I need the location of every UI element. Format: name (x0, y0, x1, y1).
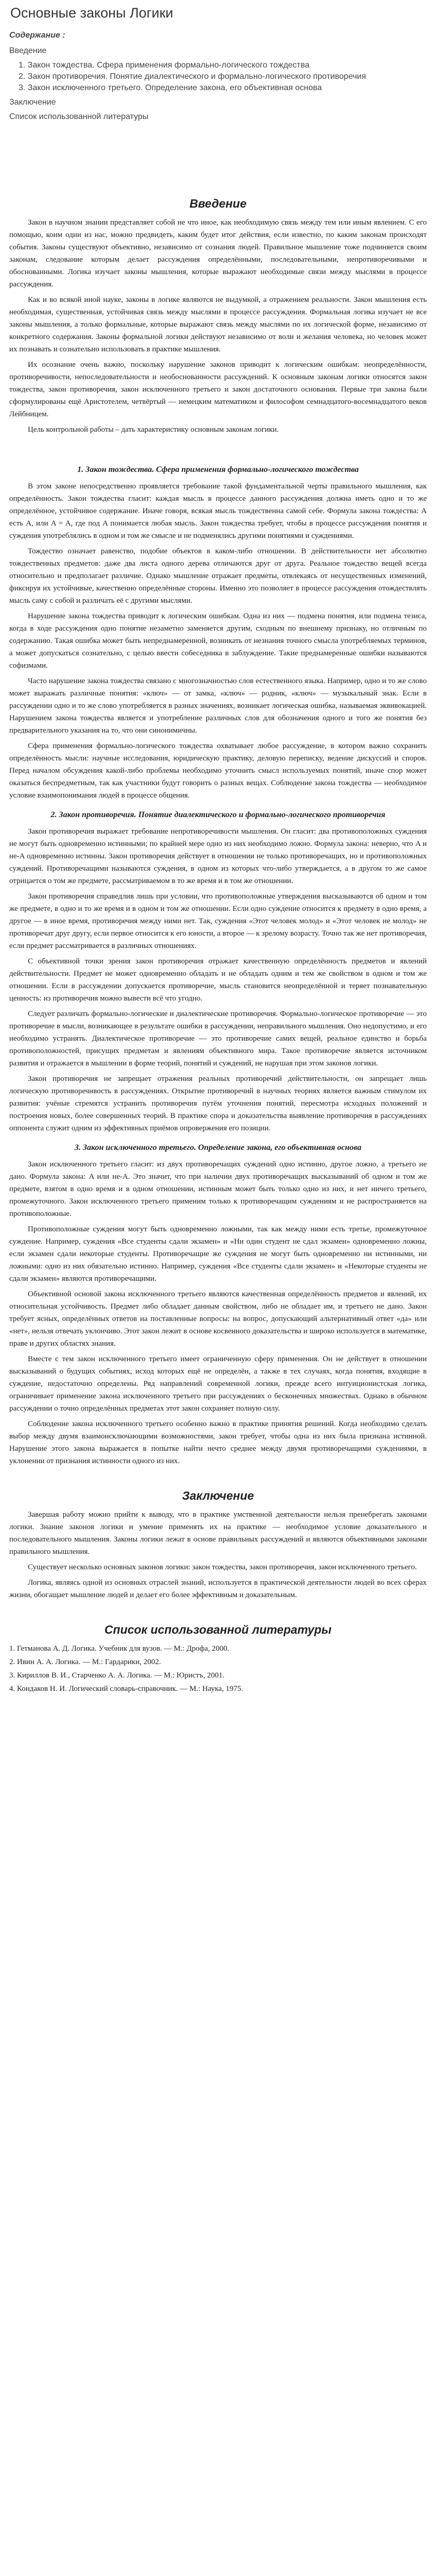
paragraph: Как и во всякой иной науке, законы в логике являются не выдумкой, а отражением реальности. Закон мышления есть необходимая, существенная, устойчивая связь между мыслями в процессе рассуждения. Формальная логика изучает не все законы мышления, а только формальные, которые выражают связь между мыслями по их логической форме, независимо от конкретного содержания. Законы формальной логики действуют независимо от воли и желания человека, но человек может их познавать и сознательно использовать в практике мышления. (9, 296, 427, 353)
paragraph: Объективной основой закона исключенного третьего являются качественная определённость предметов и явлений, их относительная устойчивость. Предмет либо обладает данным свойством, либо не обладает им, и третьего не дано. Закон требует ясных, определённых ответов на поставленные вопросы: на вопрос, допускающий альтернативный ответ «да» или «нет», нельзя отвечать уклончиво. Этот закон лежит в основе косвенного доказательства и широко используется в математике, праве и других областях знания. (9, 1290, 427, 1348)
paragraph: Закон противоречия справедлив лишь при условии, что противоположные утверждения высказываются об одном и том же предмете, в одно и то же время и в одном и том же отношении. Если одно суждение относится к предмету в одно время, а другое — в иное время, противоречия между ними нет. Так, суждения «Этот человек молод» и «Этот человек не молод» не противоречат друг другу, если первое относится к его юности, а второе — к зрелому возрасту. Точно так же нет противоречия, если предмет рассматривается в различных отношениях. (9, 892, 427, 950)
intro-heading: Введение (189, 197, 247, 210)
paragraph: Закон исключенного третьего гласит: из двух противоречащих суждений одно истинно, другое ложно, а третьего не дано. Формула закона: A или не-A. Это значит, что при наличии двух противоречащих высказываний об одном и том же предмете, взятом в одно время и в одном отношении, истинным может быть только одно из них, и нет ничего третьего, промежуточного. Закон исключенного третьего применим только к противоречащим суждениям и не распространяется на противоположные. (9, 1160, 427, 1218)
section-identity (9, 464, 427, 802)
toc-list (9, 60, 426, 94)
paragraph: Цель контрольной работы – дать характеристику основным законам логики. (28, 426, 279, 434)
paragraph: Тождество означает равенство, подобие объектов в каком-либо отношении. В действительности нет абсолютно тождественных предметов: даже два листа одного дерева отличаются друг от друга. Реальное тождество вещей всегда относительно и предполагает различие. Однако мышление отражает предметы, отвлекаясь от несущественных изменений, фиксируя их устойчивые, качественно определённые стороны. Именно это позволяет в процессе рассуждения отождествлять мысль саму с собой и различать её с другими мыслями. (9, 547, 427, 605)
references-list (9, 1642, 427, 1695)
section-excluded-middle (9, 1142, 427, 1467)
paragraph: Часто нарушение закона тождества связано с многозначностью слов естественного языка. Например, одно и то же слово может выражать различные понятия: «ключ» — от замка, «ключ» — родник, «ключ» — музыкальный знак. Если в рассуждении одно и то же слово употребляется в разных значениях, возникает логическая ошибка, называемая эквивокацией. Нарушением закона тождества является и употребление различных слов для обозначения одного и того же понятия без предварительного указания на то, что они синонимичны. (9, 677, 427, 735)
paragraph: С объективной точки зрения закон противоречия отражает качественную определённость предметов и явлений действительности. Предмет не может одновременно обладать и не обладать одним и тем же свойством в одном и том же отношении. Если в рассуждении допускается противоречие, мысль становится неопределённой и теряет познавательную ценность: из противоречия можно вывести всё что угодно. (9, 957, 427, 1003)
paragraph: Закон противоречия не запрещает отражения реальных противоречий действительности, он запрещает лишь логическую противоречивость в рассуждениях. Открытие противоречий в научных теориях является важным стимулом их развития: учёные стремятся устранить противоречия путём уточнения понятий, пересмотра исходных положений и построения новых, более совершенных теорий. В практике спора и доказательства выявление противоречия в рассуждениях оппонента служит одним из эффективных приёмов опровержения его позиции. (9, 1075, 427, 1132)
paragraph: Логика, являясь одной из основных отраслей знаний, используется в практической деятельности людей во всех сферах жизни, обогащает мышление людей и делает его более эффективным и доказательным. (9, 1579, 427, 1599)
paragraph: Закон в научном знании представляет собой не что иное, как необходимую связь между тем или иным явлением. С его помощью, коим одни из нас, можно предвидеть, каким будет итог действия, если известно, по каким законам происходят события. Законы существуют объективно, независимо от сознания людей. Правильное мышление тоже подчиняется своим законам, следование которым делает рассуждения определёнными, последовательными, непротиворечивыми и обоснованными. Логика изучает законы мышления, которые выражают необходимые связи между мыслями в процессе рассуждения. (9, 218, 427, 289)
paragraph: Нарушение закона тождества приводит к логическим ошибкам. Одна из них — подмена понятия, или подмена тезиса, когда в ходе рассуждения одно понятие незаметно заменяется другим, сходным по внешнему признаку, но отличным по содержанию. Такая ошибка может быть непреднамеренной, возникать от незнания точного смысла употребляемых терминов, а может допускаться сознательно, с целью ввести собеседника в заблуждение. Такие преднамеренные ошибки называются софизмами. (9, 612, 427, 670)
toc-item-2[interactable]: 2. Закон противоречия. Понятие диалектического и формально-логического противоречия (19, 72, 366, 81)
paragraph: Соблюдение закона исключенного третьего особенно важно в практике принятия решений. Когда необходимо сделать выбор между двумя взаимоисключающими возможностями, закон требует, чтобы одна из них была признана истинной. Нарушение этого закона выражается в попытке найти нечто среднее между двумя противоречащими суждениями, в уклонении от признания истинности одного из них. (9, 1420, 427, 1465)
paragraph: Их осознание очень важно, поскольку нарушение законов приводит к логическим ошибкам: неопределённости, противоречивости, непоследовательности и необоснованности рассуждений. К основным законам логики относятся закон тождества, закон противоречия, закон исключенного третьего и закон достаточного основания. Первые три закона были сформулированы ещё Аристотелем, четвёртый — немецким математиком и философом семнадцатого-восемнадцатого веков Лейбницем. (9, 361, 427, 418)
references-heading: Список использованной литературы (104, 1623, 332, 1636)
section-heading: 2. Закон противоречия. Понятие диалектического и формально-логического противоречия (50, 810, 386, 819)
toc-heading: Содержание : (9, 31, 65, 40)
page-title: Основные законы Логики (10, 5, 173, 21)
section-heading: 3. Закон исключенного третьего. Определение закона, его объективная основа (74, 1143, 362, 1152)
paragraph: Сфера применения формально-логического тождества охватывает любое рассуждение, в котором важно сохранить определённость мысли: научные исследования, юридическую практику, деловую переписку, ведение дискуссий и споров. Перед началом обсуждения какой-либо проблемы необходимо уточнить смысл используемых понятий, иначе спор может оказаться беспредметным, так как участники будут говорить о разных вещах. Соблюдение закона тождества — необходимое условие взаимопонимания людей в процессе общения. (9, 742, 427, 800)
paragraph: Следует различать формально-логические и диалектические противоречия. Формально-логическое противоречие — это противоречие в мысли, возникающее в результате ошибки в рассуждении, неправильного мышления. Оно недопустимо, и его необходимо устранять. Диалектическое противоречие — это противоречие самих вещей, реальное единство и борьба противоположностей, присущих предметам и явлениям объективного мира. Такое противоречие является источником развития и отражается в мышлении в форме теорий, понятий и суждений, не нарушая при этом законов логики. (9, 1010, 427, 1067)
paragraph: Вместе с тем закон исключенного третьего имеет ограниченную сферу применения. Он не действует в отношении высказываний о будущих событиях, исход которых ещё не определён, а также в тех случаях, когда понятия, входящие в суждение, недостаточно определены. Ряд направлений современной логики, прежде всего интуиционистская логика, ограничивает применение закона исключенного третьего при рассуждениях о бесконечных множествах. Однако в обычном рассуждении о точно определённых предметах этот закон сохраняет полную силу. (9, 1355, 427, 1413)
reference-item: 2. Ивин А. А. Логика. — М.: Гардарики, 2002. (9, 1658, 161, 1666)
toc-item-3[interactable]: 3. Закон исключенного третьего. Определение закона, его объективная основа (19, 83, 322, 92)
section-contradiction (9, 809, 427, 1134)
paragraph: Противоположные суждения могут быть одновременно ложными, так как между ними есть третье, промежуточное суждение. Например, суждения «Все студенты сдали экзамен» и «Ни один студент не сдал экзамен» одновременно ложны, если экзамен сдали некоторые студенты. Противоречащие же суждения не могут быть одновременно ни истинными, ни ложными: одно из них обязательно истинно. Например, суждения «Все студенты сдали экзамен» и «Некоторые студенты не сдали экзамен» являются противоречащими. (9, 1225, 427, 1283)
paragraph: Закон противоречия выражает требование непротиворечивости мышления. Он гласит: два противоположных суждения не могут быть одновременно истинными; по крайней мере одно из них необходимо ложно. Формула закона: неверно, что A и не-A одновременно истинны. Закон противоречия действует в отношении не только противоречащих, но и противоположных суждений. Противоречащими называются суждения, в одном из которых что-либо утверждается, а в другом то же самое отрицается о том же предмете, рассматриваемом в то же время и в том же отношении. (9, 827, 427, 885)
paragraph: Существует несколько основных законов логики: закон тождества, закон противоречия, закон исключенного третьего. (28, 1563, 417, 1571)
conclusion-heading: Заключение (182, 1489, 254, 1502)
toc-item-conclusion[interactable]: Заключение (9, 98, 56, 107)
document-body (9, 196, 427, 1696)
section-heading: 1. Закон тождества. Сфера применения формально-логического тождества (77, 465, 359, 474)
reference-item: 1. Гетманова А. Д. Логика. Учебник для вузов. — М.: Дрофа, 2000. (9, 1645, 230, 1653)
toc-item-1[interactable]: 1. Закон тождества. Сфера применения формально-логического тождества (19, 61, 310, 70)
table-of-contents (9, 31, 426, 126)
toc-item-intro[interactable]: Введение (9, 46, 47, 55)
paragraph: Завершая работу можно прийти к выводу, что в практике умственной деятельности нельзя пренебрегать законами логики. Знание законов логики и умение применять их на практике — необходимое условие доказательного и последовательного мышления. Законы логики лежат в основе правильных рассуждений и являются объективными законами правильного мышления. (9, 1511, 427, 1556)
conclusion-section (9, 1488, 427, 1601)
reference-item: 3. Кириллов В. И., Старченко А. А. Логика. — М.: Юристъ, 2001. (9, 1671, 225, 1680)
reference-item: 4. Кондаков Н. И. Логический словарь-справочник. — М.: Наука, 1975. (9, 1685, 243, 1693)
intro-section (9, 196, 427, 436)
references-section (9, 1622, 427, 1695)
paragraph: В этом законе непосредственно проявляется требование такой фундаментальной черты правильного мышления, как определённость. Закон тождества гласит: каждая мысль в процессе данного рассуждения должна иметь одно и то же определённое, устойчивое содержание. Иначе говоря, всякая мысль тождественна самой себе. Формула закона тождества: A есть A, или A = A, где под A понимается любая мысль. Закон тождества требует, чтобы в процессе рассуждения понятия и суждения употреблялись в одном и том же смысле и не подменялись другими понятиями и суждениями. (9, 482, 427, 540)
toc-item-references[interactable]: Список использованной литературы (9, 112, 149, 121)
